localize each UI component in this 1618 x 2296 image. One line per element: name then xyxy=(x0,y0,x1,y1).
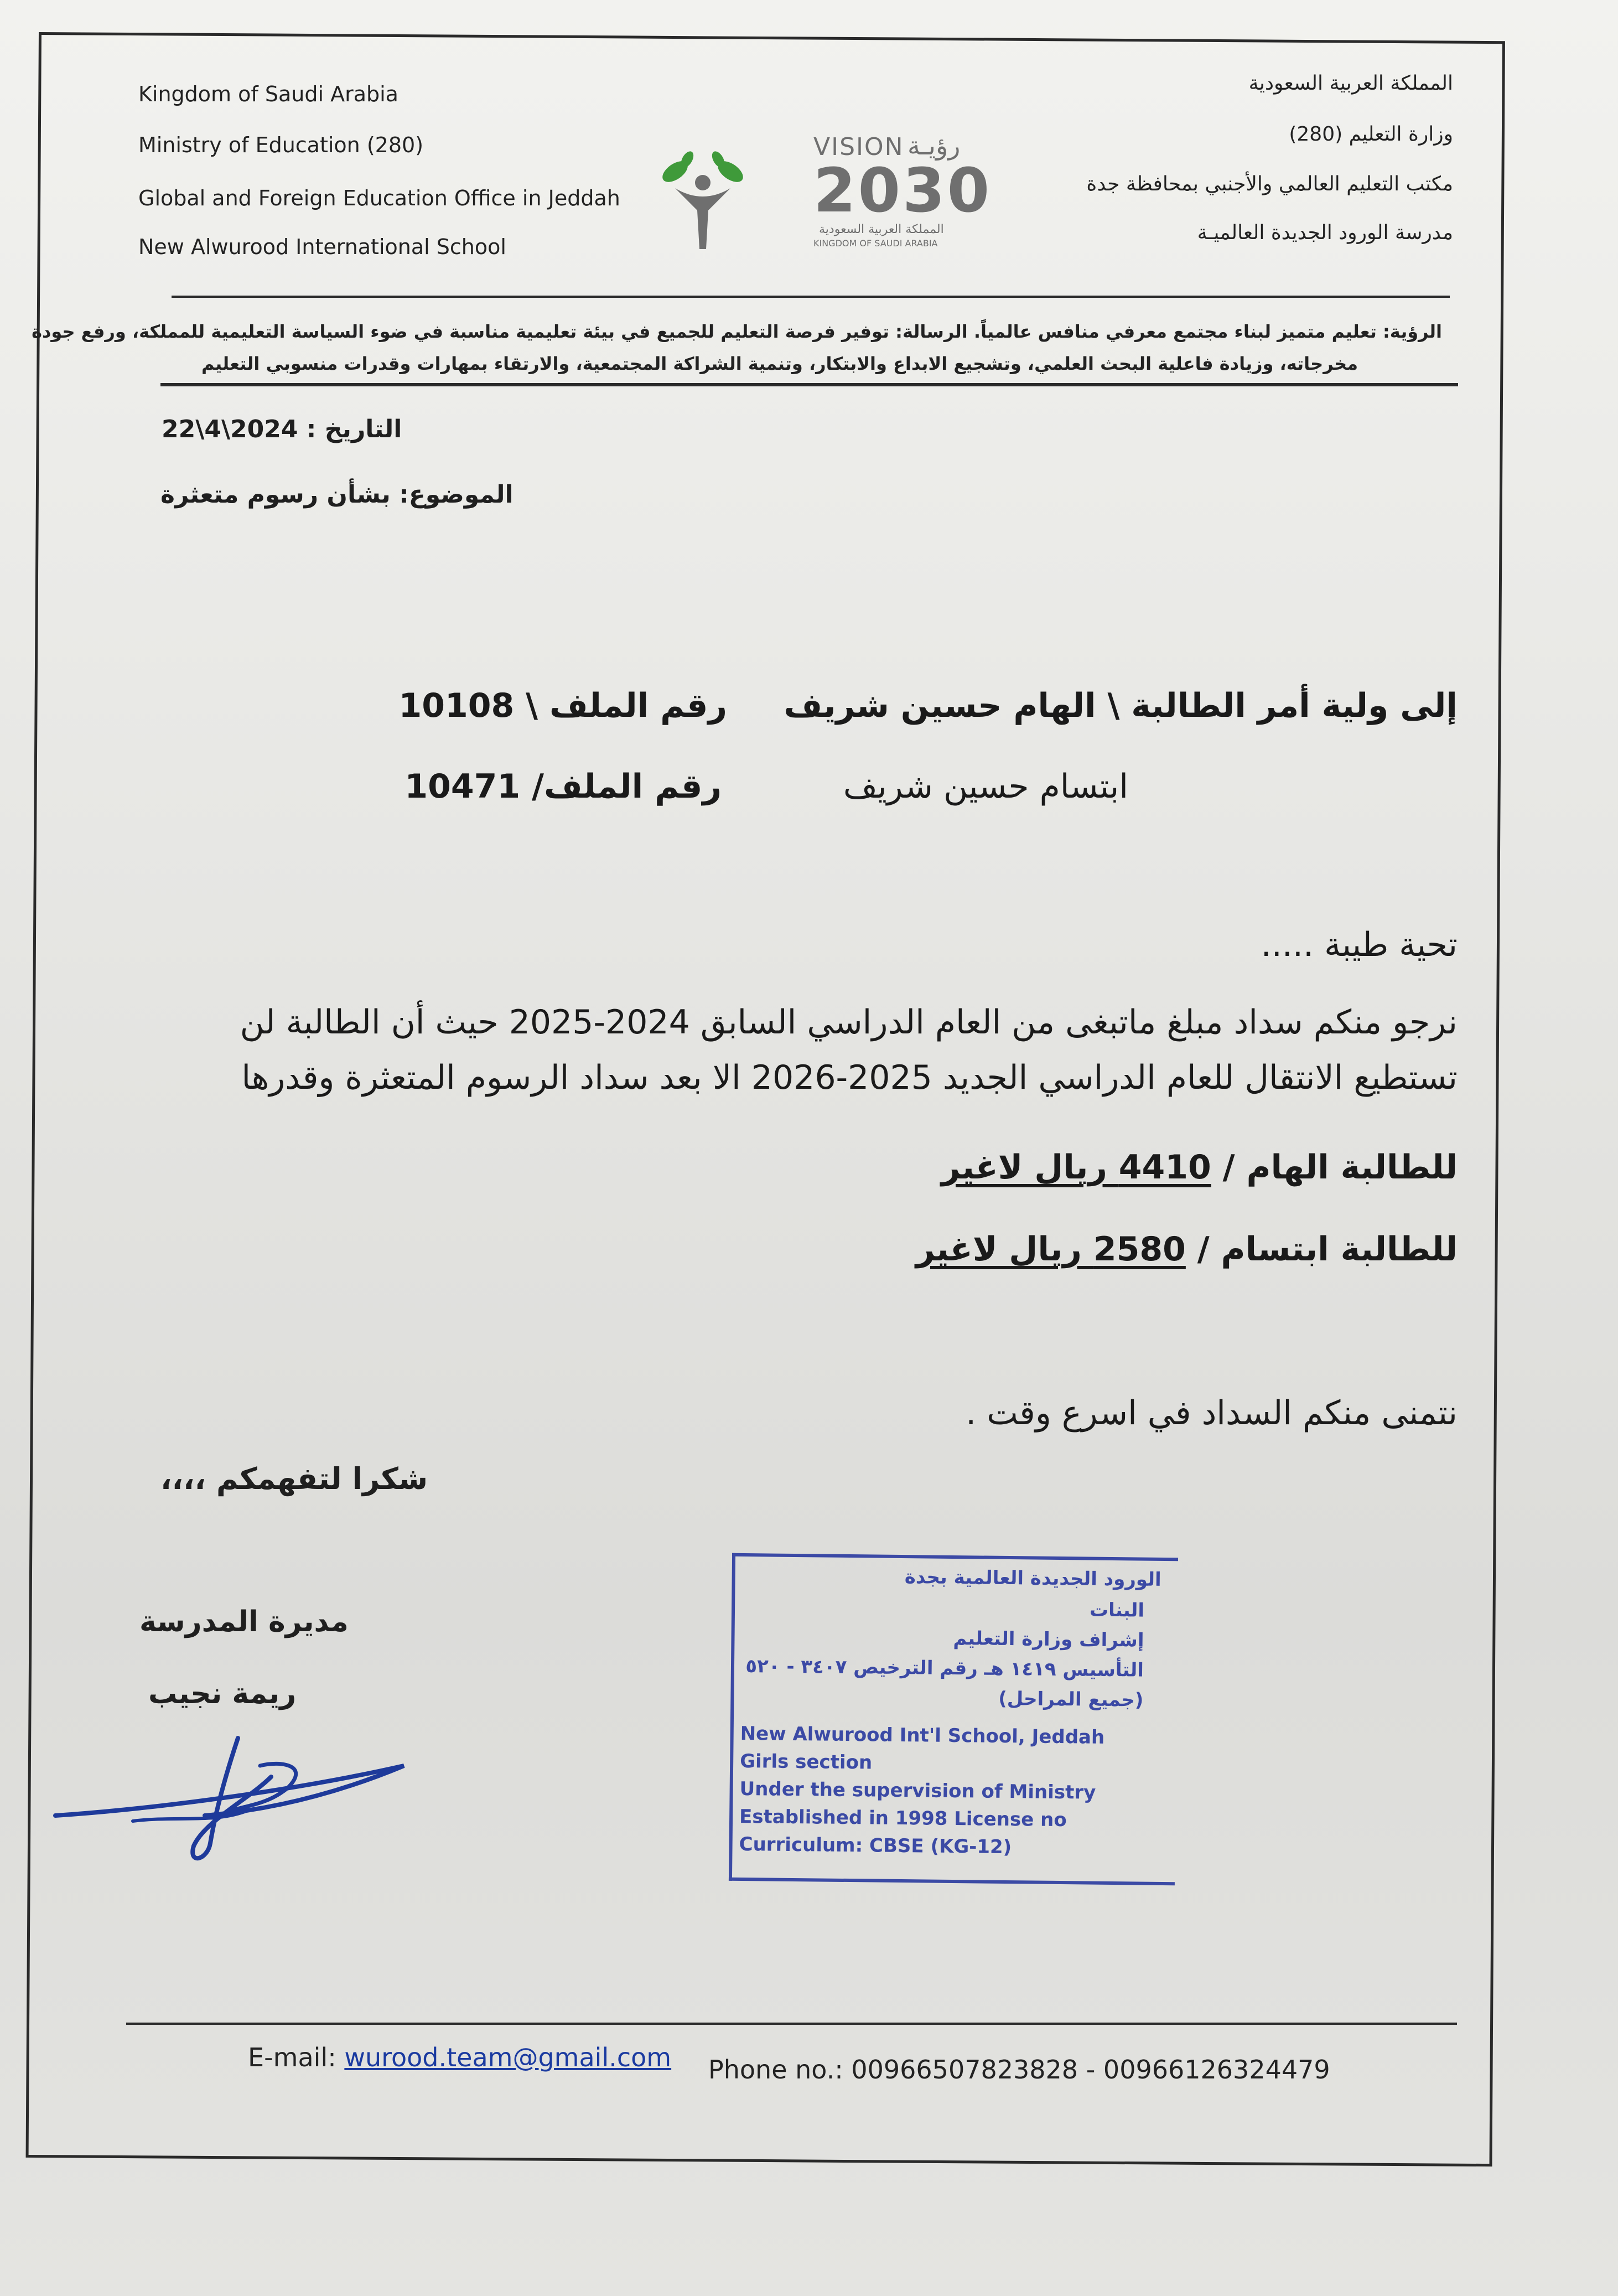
email-label: E-mail: xyxy=(248,2042,345,2072)
vision-divider xyxy=(160,383,1458,386)
school-stamp xyxy=(729,1553,1178,1885)
footer-phone: Phone no.: 00966507823828 - 00966126324479 xyxy=(708,2055,1330,2085)
email-link[interactable]: wurood.team@gmail.com xyxy=(344,2042,672,2072)
vision-label-en: VISION xyxy=(813,133,904,161)
header-ar-line-3: مكتب التعليم العالمي والأجنبي بمحافظة جدة xyxy=(1086,173,1453,195)
letter-date: التاريخ : 2024\4\22 xyxy=(162,415,402,443)
vision-mission-line-1: الرؤية: تعليم متميز لبناء مجتمع معرفي منافس عالمياً. الرسالة: توفير فرصة التعليم للجميع في بيئة تعليمية مناسبة في ضوء السياسة التعليمية للمملكة، ورفع جودة xyxy=(32,321,1442,342)
header-divider xyxy=(172,296,1450,298)
amount-2-label: للطالبة ابتسام / xyxy=(1185,1230,1458,1269)
stamp-ar-line-3: إشراف وزارة التعليم xyxy=(953,1627,1144,1652)
vision-sub-en: KINGDOM OF SAUDI ARABIA xyxy=(813,238,938,249)
amount-1-value: 4410 ريال لاغير xyxy=(941,1148,1211,1187)
header-ar-line-1: المملكة العربية السعودية xyxy=(1248,72,1453,95)
header-en-line-2: Ministry of Education (280) xyxy=(138,133,424,157)
header-ar-line-2: وزارة التعليم (280) xyxy=(1289,123,1453,146)
stamp-ar-line-2: البنات xyxy=(1089,1599,1145,1622)
header-ar-line-4: مدرسة الورود الجديدة العالميـة xyxy=(1197,221,1453,244)
stamp-ar-line-1: الورود الجديدة العالمية بجدة xyxy=(904,1566,1161,1591)
stamp-en-line-1: New Alwurood Int'l School, Jeddah xyxy=(740,1722,1105,1749)
stamp-ar-line-4: التأسيس ١٤١٩ هـ رقم الترخيص ٣٤٠٧ - ٥٢٠ xyxy=(745,1655,1144,1682)
letter-subject: الموضوع: بشأن رسوم متعثرة xyxy=(160,480,514,509)
body-paragraph-line-1: نرجو منكم سداد مبلغ ماتبغى من العام الدراسي السابق 2024-2025 حيث أن الطالبة لن xyxy=(240,1003,1458,1042)
vision-year: 2030 xyxy=(813,155,992,226)
stamp-en-line-3: Under the supervision of Ministry xyxy=(739,1777,1096,1804)
body-paragraph-line-2: تستطيع الانتقال للعام الدراسي الجديد 2025-2026 الا بعد سداد الرسوم المتعثرة وقدرها xyxy=(241,1058,1458,1097)
stamp-en-line-5: Curriculum: CBSE (KG-12) xyxy=(739,1833,1012,1859)
greeting: تحية طيبة ..... xyxy=(1261,925,1458,964)
handwritten-signature xyxy=(50,1727,415,1871)
recipient-line-1-name: إلى ولية أمر الطالبة \ الهام حسين شريف xyxy=(784,686,1458,725)
vision-mission-line-2: مخرجاته، وزيادة فاعلية البحث العلمي، وتشجيع الابداع والابتكار، وتنمية الشراكة المجتمعية، والارتقاء بمهارات وقدرات منسوبي التعليم xyxy=(201,353,1358,374)
footer-divider xyxy=(126,2023,1457,2025)
amount-1-row xyxy=(941,1148,1458,1187)
vision-label-ar: رؤيـة xyxy=(907,131,961,161)
recipient-line-1-file: رقم الملف \ 10108 xyxy=(398,686,727,725)
footer-email-row xyxy=(248,2042,671,2072)
signature-title: مديرة المدرسة xyxy=(139,1605,349,1638)
header-en-line-3: Global and Foreign Education Office in Jeddah xyxy=(138,186,620,210)
signature-name: ريمة نجيب xyxy=(148,1677,297,1710)
vision-sub-ar: المملكة العربية السعودية xyxy=(819,223,944,236)
recipient-line-2-file: رقم الملف/ 10471 xyxy=(404,767,722,806)
header-en-line-1: Kingdom of Saudi Arabia xyxy=(138,82,398,106)
recipient-line-2-name: ابتسام حسين شريف xyxy=(843,767,1128,806)
stamp-ar-line-5: (جميع المراحل) xyxy=(998,1687,1144,1711)
stamp-en-line-4: Established in 1998 License no xyxy=(739,1805,1067,1832)
amount-2-value: 2580 ريال لاغير xyxy=(915,1230,1186,1269)
stamp-en-line-2: Girls section xyxy=(739,1750,873,1774)
thanks-line: شكرا لتفهمكم ،،،، xyxy=(160,1461,428,1496)
vision-2030-logo xyxy=(813,133,990,249)
ministry-logo-icon xyxy=(653,144,753,255)
amount-2-row xyxy=(916,1230,1458,1269)
closing-line: نتمنى منكم السداد في اسرع وقت . xyxy=(966,1394,1458,1433)
header-en-line-4: New Alwurood International School xyxy=(138,235,506,259)
amount-1-label: للطالبة الهام / xyxy=(1211,1148,1458,1187)
